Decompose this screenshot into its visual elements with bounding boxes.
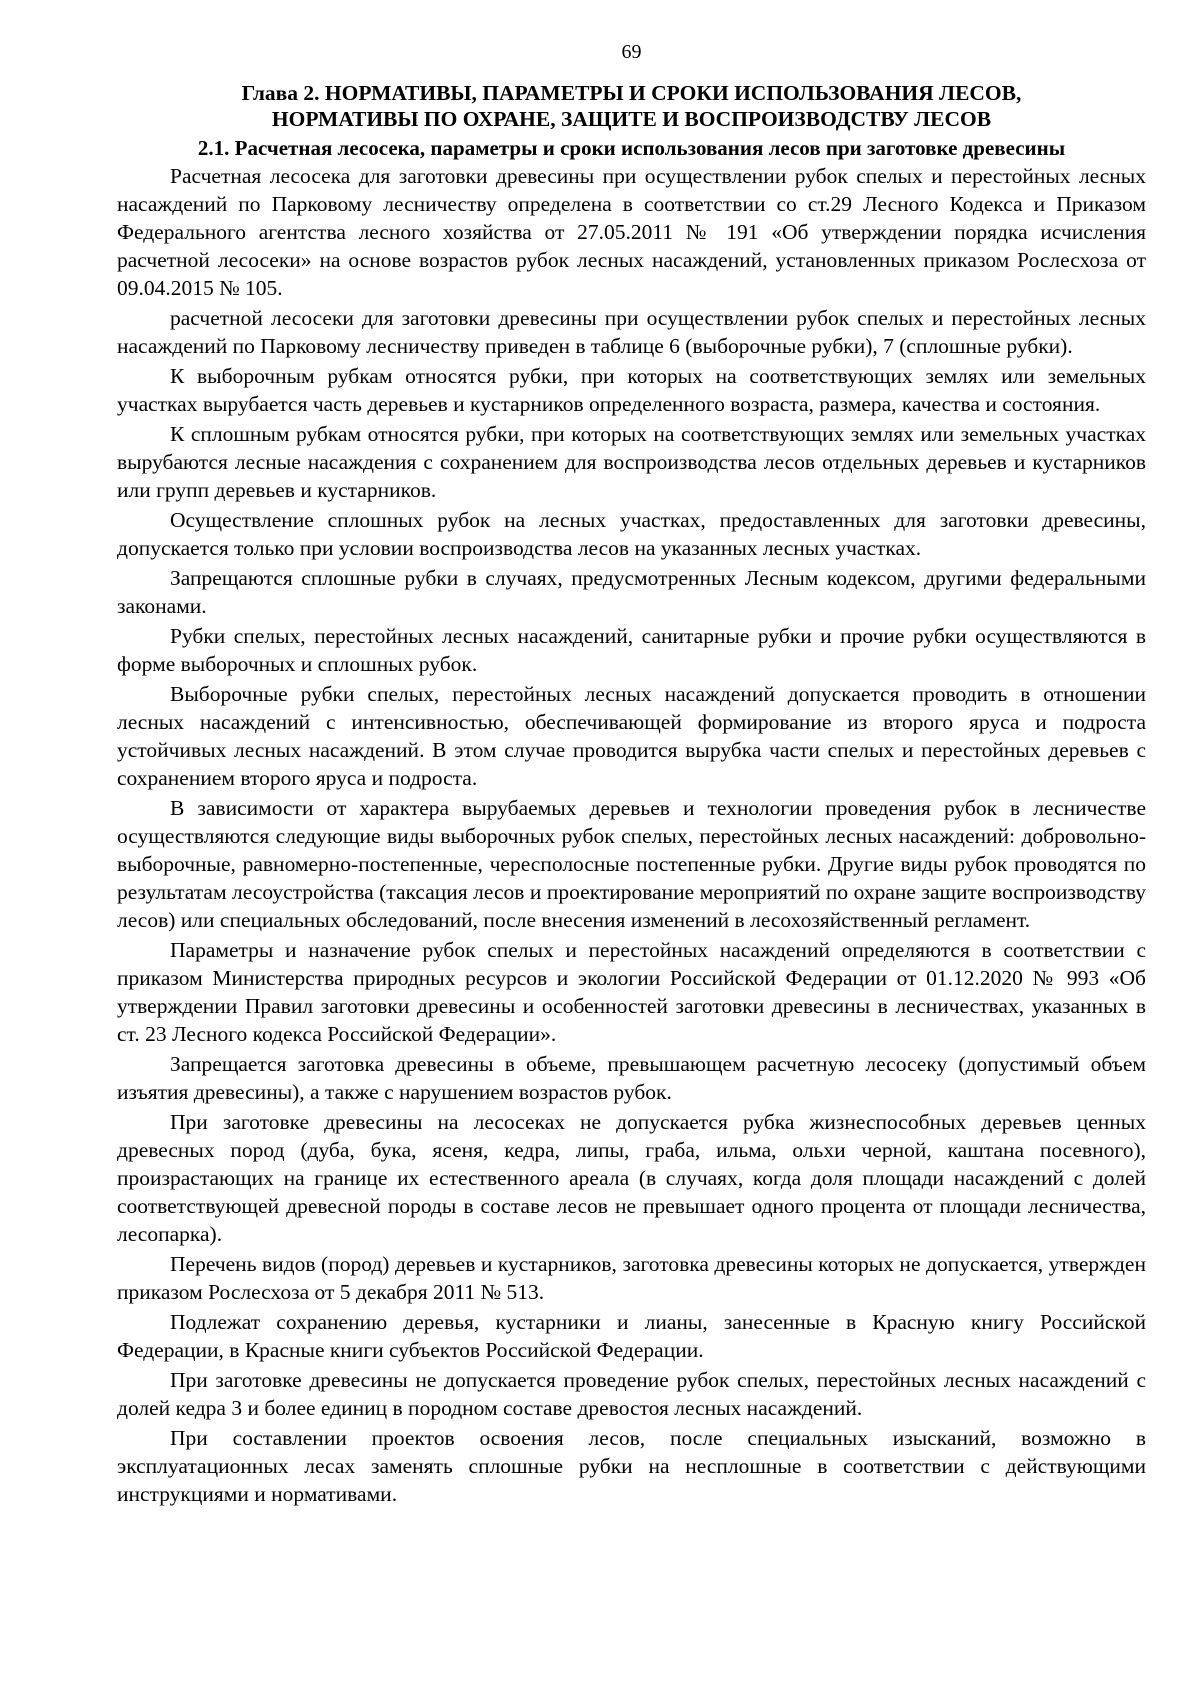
paragraph-project-replacement: При составлении проектов освоения лесов, после специальных изысканий, возможно в эксплуатационных лесах заменять сплошные рубки на несплошные в соответствии с действующими инструкциями и нормативами. bbox=[117, 1426, 1146, 1506]
paragraph-cut-tables: расчетной лесосеки для заготовки древесины при осуществлении рубок спелых и перестойных лесных насаждений по Парковому лесничеству приведен в таблице 6 (выборочные рубки), 7 (сплошные рубки). bbox=[117, 306, 1146, 358]
paragraph-valuable-species: При заготовке древесины на лесосеках не допускается рубка жизнеспособных деревьев ценных древесных пород (дуба, бука, ясеня, кедра, липы, граба, ильма, ольхи черной, каштана посевного), произрастающих на границе их естественного ареала (в случаях, когда доля площади насаждений с долей соответствующей древесной породы в составе лесов не превышает одного процента от площади лесничества, лесопарка). bbox=[117, 1110, 1146, 1246]
page-number: 69 bbox=[621, 41, 642, 63]
paragraph-selective-intensity: Выборочные рубки спелых, перестойных лесных насаждений допускается проводить в отношении лесных насаждений с интенсивностью, обеспечивающей формирование из второго яруса и подроста устойчивых лесных насаждений. В этом случае проводится вырубка части спелых и перестойных деревьев с сохранением второго яруса и подроста. bbox=[117, 682, 1146, 790]
paragraph-volume-limit: Запрещается заготовка древесины в объеме, превышающем расчетную лесосеку (допустимый объем изъятия древесины), а также с нарушением возрастов рубок. bbox=[117, 1052, 1146, 1104]
paragraph-cut-parameters: Параметры и назначение рубок спелых и перестойных насаждений определяются в соответствии с приказом Министерства природных ресурсов и экологии Российской Федерации от 01.12.2020 № 993 «Об утверждении Правил заготовки древесины и особенностей заготовки древесины в лесничествах, указанных в ст. 23 Лесного кодекса Российской Федерации». bbox=[117, 938, 1146, 1046]
paragraph-prohibited-species: Перечень видов (пород) деревьев и кустарников, заготовка древесины которых не допускается, утвержден приказом Рослесхоза от 5 декабря 2011 № 513. bbox=[117, 1252, 1146, 1304]
paragraph-clear-cuts: К сплошным рубкам относятся рубки, при которых на соответствующих землях или земельных участках вырубаются лесные насаждения с сохранением для воспроизводства лесов отдельных деревьев и кустарников или групп деревьев и кустарников. bbox=[117, 422, 1146, 502]
paragraph-cedar: При заготовке древесины не допускается проведение рубок спелых, перестойных лесных насаждений с долей кедра 3 и более единиц в породном составе древостоя лесных насаждений. bbox=[117, 1368, 1146, 1420]
paragraph-selective-cuts: К выборочным рубкам относятся рубки, при которых на соответствующих землях или земельных участках вырубается часть деревьев и кустарников определенного возраста, размера, качества и состояния. bbox=[117, 364, 1146, 416]
paragraph-clear-cut-prohibitions: Запрещаются сплошные рубки в случаях, предусмотренных Лесным кодексом, другими федеральными законами. bbox=[117, 566, 1146, 618]
paragraph-cut-forms: Рубки спелых, перестойных лесных насаждений, санитарные рубки и прочие рубки осуществляются в форме выборочных и сплошных рубок. bbox=[117, 624, 1146, 676]
body-text bbox=[117, 162, 1146, 1508]
paragraph-red-book: Подлежат сохранению деревья, кустарники и лианы, занесенные в Красную книгу Российской Федерации, в Красные книги субъектов Российской Федерации. bbox=[117, 1310, 1146, 1362]
paragraph-cut-types: В зависимости от характера вырубаемых деревьев и технологии проведения рубок в лесничестве осуществляются следующие виды выборочных рубок спелых, перестойных лесных насаждений: добровольно-выборочные, равномерно-постепенные, чересполосные постепенные рубки. Другие виды рубок проводятся по результатам лесоустройства (таксация лесов и проектирование мероприятий по охране защите воспроизводству лесов) или специальных обследований, после внесения изменений в лесохозяйственный регламент. bbox=[117, 796, 1146, 932]
paragraph-clear-cut-conditions: Осуществление сплошных рубок на лесных участках, предоставленных для заготовки древесины, допускается только при условии воспроизводства лесов на указанных лесных участках. bbox=[117, 508, 1146, 560]
chapter-title-line-1: Глава 2. НОРМАТИВЫ, ПАРАМЕТРЫ И СРОКИ ИСПОЛЬЗОВАНИЯ ЛЕСОВ, bbox=[241, 81, 1022, 105]
chapter-title-line-2: НОРМАТИВЫ ПО ОХРАНЕ, ЗАЩИТЕ И ВОСПРОИЗВОДСТВУ ЛЕСОВ bbox=[271, 107, 992, 131]
paragraph-allowable-cut: Расчетная лесосека для заготовки древесины при осуществлении рубок спелых и перестойных лесных насаждений по Парковому лесничеству определена в соответствии со ст.29 Лесного Кодекса и Приказом Федерального агентства лесного хозяйства от 27.05.2011 № 191 «Об утверждении порядка исчисления расчетной лесосеки» на основе возрастов рубок лесных насаждений, установленных приказом Рослесхоза от 09.04.2015 № 105. bbox=[117, 164, 1146, 300]
section-title: 2.1. Расчетная лесосека, параметры и сроки использования лесов при заготовке древесины bbox=[197, 136, 1066, 160]
